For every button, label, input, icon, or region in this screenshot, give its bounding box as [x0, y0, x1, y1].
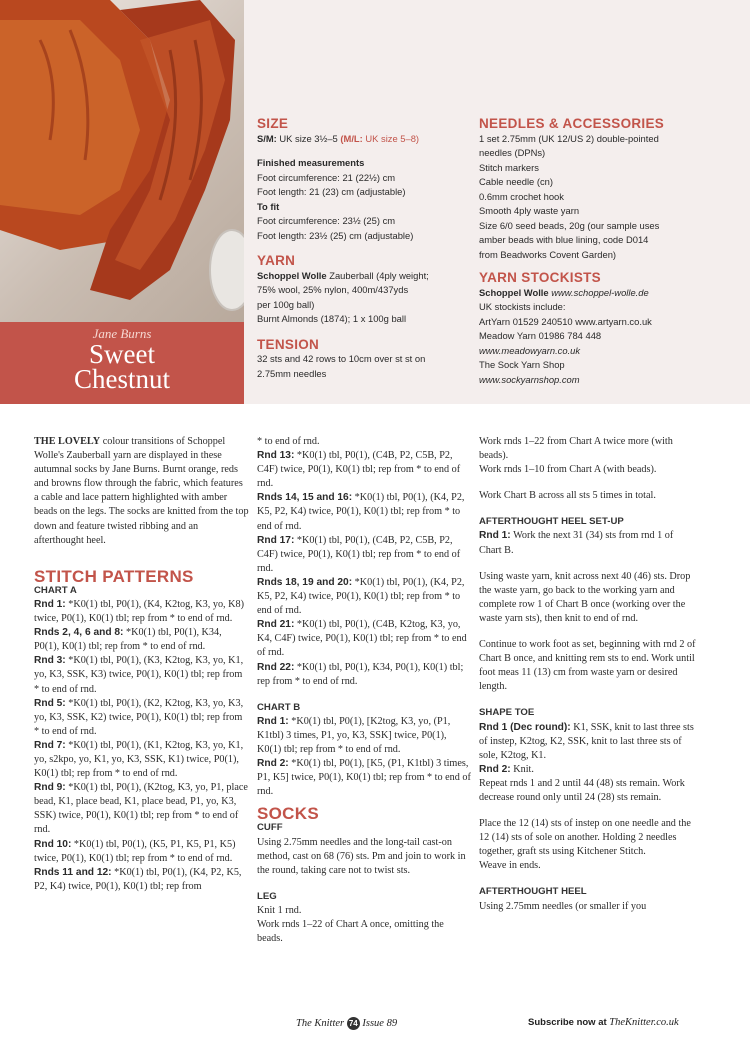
needles-line: 0.6mm crochet hook [479, 190, 564, 202]
sm-value: UK size 3½–5 [279, 132, 338, 144]
pattern-row: Rnd 9: *K0(1) tbl, P0(1), (K2tog, K3, yo, P1, place bead, K1, place bead, K1, place bead, P1, yo, K3, SSK) twice, P0(1), K0(1) tbl; rep from * to end of rnd. [34, 782, 248, 836]
paragraph: Weave in ends. [479, 860, 541, 872]
socks-heading: SOCKS [257, 804, 319, 824]
paragraph: Work rnds 1–10 from Chart A (with beads). [479, 464, 657, 476]
to-fit-line: Foot length: 23½ (25) cm (adjustable) [257, 229, 414, 241]
pattern-row: Rnds 18, 19 and 20: *K0(1) tbl, P0(1), (K4, P2, K5, P2, K4) twice, P0(1), K0(1) tbl; rep from * to end of rnd. [257, 576, 465, 617]
paragraph: Repeat rnds 1 and 2 until 44 (48) sts remain. Work decrease round only until 24 (28) sts remain. [479, 777, 685, 803]
sock-illustration [0, 0, 244, 322]
yarn-line: Burnt Almonds (1874); 1 x 100g ball [257, 313, 407, 324]
sm-label: S/M: [257, 132, 277, 144]
needles-line: from Beadworks Covent Garden) [479, 248, 617, 260]
cuff-heading: CUFF [257, 822, 283, 834]
afterthought-heel-heading: AFTERTHOUGHT HEEL [479, 886, 587, 898]
intro-lead: THE LOVELY [34, 436, 101, 447]
pattern-row: Rnd 1: Work the next 31 (34) sts from rnd 1 of Chart B. [479, 530, 674, 556]
stockist-url[interactable]: www.sockyarnshop.com [479, 373, 580, 385]
pattern-row: Rnd 7: *K0(1) tbl, P0(1), (K1, K2tog, K3, yo, K1, yo, s2kpo, yo, K1, yo, K3, SSK, K1) twice, P0(1), K0(1) tbl; rep from * to end of rnd. [34, 739, 244, 780]
title-line-1: Sweet [89, 339, 155, 369]
to-fit-line: Foot circumference: 23½ (25) cm [257, 215, 396, 226]
paragraph: Place the 12 (14) sts of instep on one needle and the 12 (14) sts of sole on another. Holding 2 needles together, graft sts using Kitchener Stitch. [479, 818, 691, 858]
magazine-name: The Knitter [296, 1018, 345, 1029]
needles-line: needles (DPNs) [479, 147, 546, 158]
paragraph: Work rnds 1–22 from Chart A twice more (with beads). [479, 436, 673, 462]
tension-heading: TENSION [257, 336, 320, 352]
pattern-row: Rnd 1: *K0(1) tbl, P0(1), (K4, K2tog, K3, yo, K8) twice, P0(1), K0(1) tbl; rep from * to end of rnd. [34, 598, 244, 625]
body-column-1 [34, 435, 249, 894]
stockist-line: ArtYarn 01529 240510 www.artyarn.co.uk [479, 315, 652, 327]
paragraph: Work Chart B across all sts 5 times in total. [479, 490, 656, 502]
intro-text: colour transitions of Schoppel Wolle's Zauberball yarn are displayed in these autumnal socks by Jane Burns. Burnt orange, reds and browns flow through the fabric, which features a cable and lace pattern highlighted with amber beads on the legs. The socks are knitted from the top down and feature twisted ribbing and an afterthought heel. [34, 436, 249, 546]
needles-line: Smooth 4ply waste yarn [479, 205, 580, 216]
pattern-row: Rnd 2: *K0(1) tbl, P0(1), [K5, (P1, K1tbl) 3 times, P1, K5] twice, P0(1), K0(1) tbl; rep from * to end of rnd. [257, 758, 471, 798]
ml-value: UK size 5–8) [365, 132, 420, 144]
needles-line: 1 set 2.75mm (UK 12/US 2) double-pointed [479, 132, 659, 144]
pattern-row: Rnd 3: *K0(1) tbl, P0(1), (K3, K2tog, K3, yo, K1, yo, K3, SSK, K3) twice, P0(1), K0(1) tbl; rep from * to end of rnd. [34, 655, 244, 695]
paragraph: Continue to work foot as set, beginning with rnd 2 of Chart B once, and knitting rem sts to end. Work until foot meas 11 (13) cm from waste yarn or desired length. [479, 639, 696, 693]
finished-line: Foot circumference: 21 (22½) cm [257, 171, 396, 183]
stockist-url[interactable]: www.schoppel-wolle.de [548, 286, 649, 298]
subscribe-link[interactable]: TheKnitter.co.uk [609, 1017, 679, 1028]
yarn-line: per 100g ball) [257, 298, 315, 310]
needles-line: amber beads with blue lining, code D014 [479, 234, 649, 245]
yarn-line: 75% wool, 25% nylon, 400m/437yds [257, 284, 409, 295]
stockist-url[interactable]: www.meadowyarn.co.uk [479, 344, 581, 356]
title-line-2: Chestnut [73, 364, 170, 394]
pattern-row: Rnds 2, 4, 6 and 8: *K0(1) tbl, P0(1), K34, P0(1), K0(1) tbl; rep from * to end of rnd. [34, 627, 222, 653]
pattern-row: Rnd 13: *K0(1) tbl, P0(1), (C4B, P2, C5B, P2, C4F) twice, P0(1), K0(1) tbl; rep from * to end of rnd. [257, 450, 461, 490]
finished-heading: Finished measurements [257, 157, 365, 168]
sock-photo [0, 0, 244, 322]
pattern-row: Rnd 5: *K0(1) tbl, P0(1), (K2, K2tog, K3, yo, K3, yo, K3, SSK, K2) twice, P0(1), K0(1) tbl; rep from * to end of rnd. [34, 697, 244, 737]
stockists-heading: YARN STOCKISTS [479, 270, 601, 285]
cuff-text: Using 2.75mm needles and the long-tail cast-on method, cast on 68 (76) sts. Pm and join to work in the round, taking care not to twist sts. [257, 836, 466, 876]
tension-line: 32 sts and 42 rows to 10cm over st st on [257, 353, 426, 364]
needles-line: Stitch markers [479, 161, 539, 173]
ml-label: (M/L: [340, 132, 363, 144]
tension-line: 2.75mm needles [257, 367, 327, 379]
needles-heading: NEEDLES & ACCESSORIES [479, 116, 665, 131]
paragraph: Using waste yarn, knit across next 40 (46) sts. Drop the waste yarn, go back to the working yarn and complete row 1 of Chart B once (working over the waste yarn sts), then knit to end of rnd. [479, 570, 691, 624]
leg-line: Work rnds 1–22 of Chart A once, omitting the beads. [257, 919, 444, 945]
leg-line: Knit 1 rnd. [257, 904, 302, 916]
title-box [0, 322, 244, 404]
intro-paragraph [34, 435, 249, 548]
stockist-line: The Sock Yarn Shop [479, 359, 565, 370]
finished-line: Foot length: 21 (23) cm (adjustable) [257, 186, 406, 197]
needles-line: Size 6/0 seed beads, 20g (our sample uses [479, 219, 660, 231]
info-col-left [257, 117, 467, 381]
size-heading: SIZE [257, 116, 289, 131]
needles-line: Cable needle (cn) [479, 176, 554, 187]
pattern-row: Rnd 1: *K0(1) tbl, P0(1), [K2tog, K3, yo, (P1, K1tbl) 3 times, P1, yo, K3, SSK] twice, P0(1), K0(1) tbl; rep from * to end of rnd. [257, 715, 451, 755]
yarn-heading: YARN [257, 253, 296, 268]
stitch-patterns-heading: STITCH PATTERNS [34, 566, 194, 586]
stockist-line: Meadow Yarn 01986 784 448 [479, 330, 602, 341]
stockist-brand: Schoppel Wolle [479, 286, 549, 298]
leg-heading: LEG [257, 890, 277, 902]
pattern-row: Rnd 10: *K0(1) tbl, P0(1), (K5, P1, K5, P1, K5) twice, P0(1), K0(1) tbl; rep from * to end of rnd. [34, 838, 236, 864]
pattern-row: Rnd 2: Knit. [479, 763, 534, 775]
body-column-3 [479, 435, 697, 914]
pattern-row: Rnd 17: *K0(1) tbl, P0(1), (C4B, P2, C5B, P2, C4F) twice, P0(1), K0(1) tbl; rep from * to end of rnd. [257, 534, 461, 574]
body-column-2 [257, 435, 472, 946]
chart-a-heading: CHART A [34, 584, 77, 596]
stockist-line: UK stockists include: [479, 301, 566, 312]
heel-setup-heading: AFTERTHOUGHT HEEL SET-UP [479, 516, 624, 528]
subscribe-text: Subscribe now at [528, 1017, 607, 1028]
footer-right [528, 1017, 679, 1028]
footer-left [296, 1017, 397, 1030]
page-number: 74 [347, 1017, 360, 1030]
pattern-row: Rnds 11 and 12: *K0(1) tbl, P0(1), (K4, P2, K5, P2, K4) twice, P0(1), K0(1) tbl; rep from [34, 866, 242, 892]
to-fit-heading: To fit [257, 200, 280, 212]
author-name: Jane Burns [92, 326, 152, 341]
pattern-row-cont: * to end of rnd. [257, 436, 320, 447]
info-col-right [479, 117, 719, 387]
issue-number: Issue 89 [362, 1018, 398, 1029]
pattern-row: Rnd 22: *K0(1) tbl, P0(1), K34, P0(1), K0(1) tbl; rep from * to end of rnd. [257, 661, 464, 687]
chart-b-heading: CHART B [257, 701, 301, 713]
pattern-row: Rnd 1 (Dec round): K1, SSK, knit to last three sts of instep, K2tog, K2, SSK, knit to last three sts of sole, K2tog, K1. [479, 721, 694, 761]
shape-toe-heading: SHAPE TOE [479, 707, 535, 719]
yarn-line: Zauberball (4ply weight; [326, 269, 429, 281]
pattern-row: Rnd 21: *K0(1) tbl, P0(1), (C4B, K2tog, K3, yo, K4, C4F) twice, P0(1), K0(1) tbl; rep from * to end of rnd. [257, 619, 467, 659]
paragraph: Using 2.75mm needles (or smaller if you [479, 900, 647, 912]
yarn-brand: Schoppel Wolle [257, 269, 327, 281]
size-line [257, 132, 467, 147]
pattern-row: Rnds 14, 15 and 16: *K0(1) tbl, P0(1), (K4, P2, K5, P2, K4) twice, P0(1), K0(1) tbl; rep from * to end of rnd. [257, 492, 465, 532]
